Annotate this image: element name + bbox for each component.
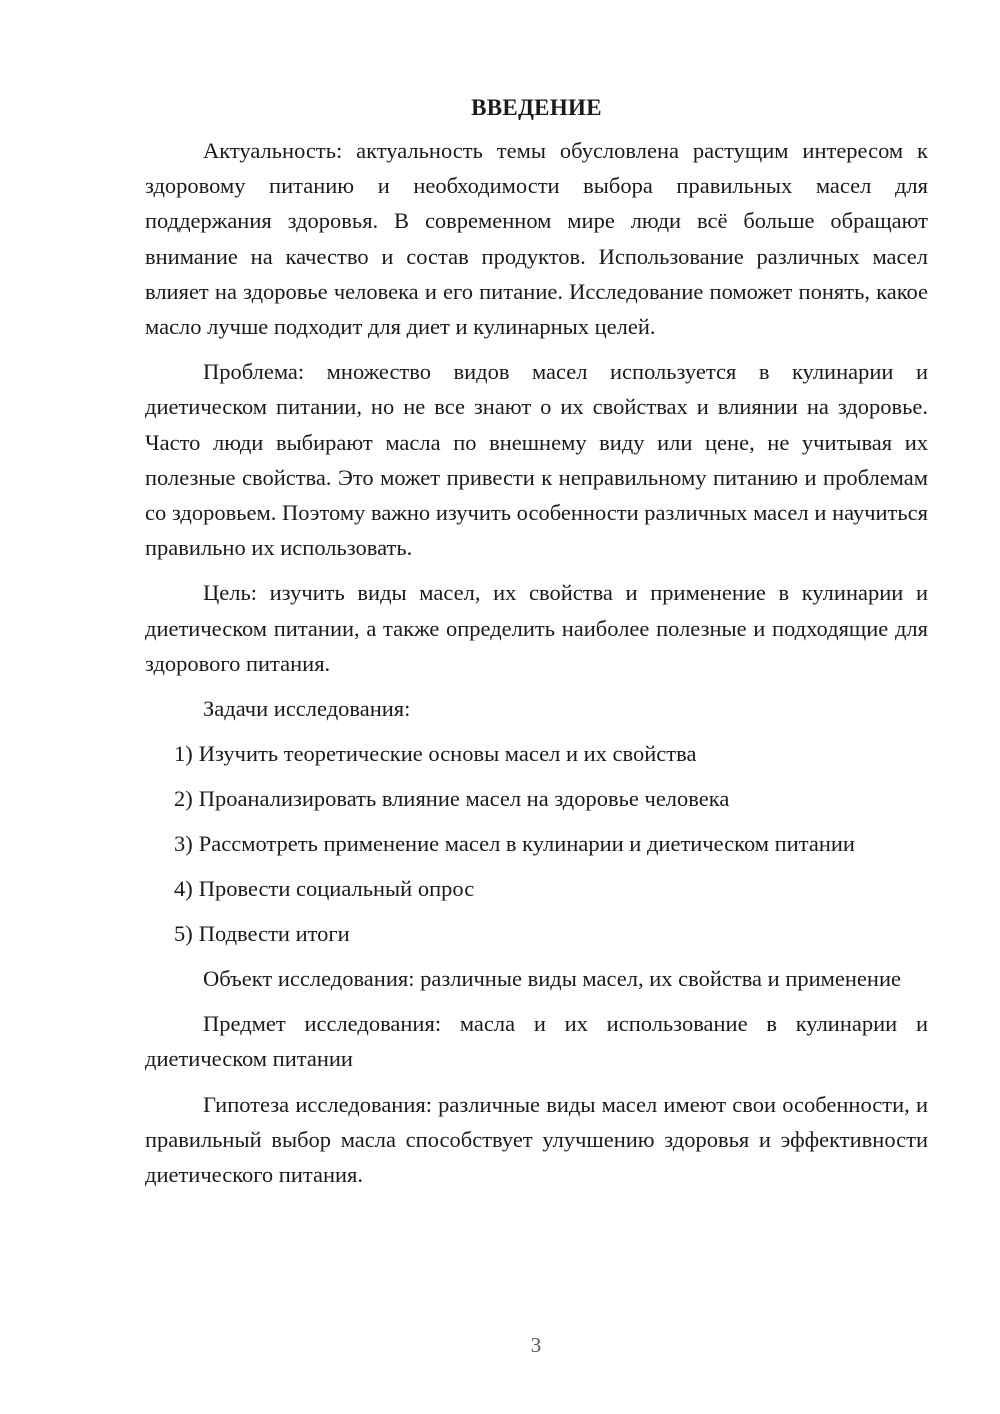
paragraph-relevance: Актуальность: актуальность темы обусловлена растущим интересом к здоровому питанию и необходимости выбора правильных масел для поддержания здоровья. В современном мире люди всё больше обращают внимание на качество и состав продуктов. Использование различных масел влияет на здоровье человека и его питание. Исследование поможет понять, какое масло лучше подходит для диет и кулинарных целей. — [145, 138, 928, 340]
paragraph-hypothesis: Гипотеза исследования: различные виды масел имеют свои особенности, и правильный выбор масла способствует улучшению здоровья и эффективности диетического питания. — [145, 1091, 928, 1188]
paragraph-goal: Цель: изучить виды масел, их свойства и применение в кулинарии и диетическом питании, а также определить наиболее полезные и подходящие для здорового питания. — [145, 580, 928, 676]
task-item — [145, 916, 928, 951]
tasks-heading: Задачи исследования: — [203, 696, 411, 722]
task-text: Рассмотреть применение масел в кулинарии и диетическом питании — [198, 831, 855, 857]
task-number: 3) — [174, 831, 193, 857]
task-number: 5) — [174, 921, 193, 947]
page-title: ВВЕДЕНИЕ — [471, 95, 602, 120]
task-number: 2) — [174, 786, 193, 812]
task-item — [145, 871, 928, 906]
document-page — [145, 90, 928, 1202]
task-text: Изучить теоретические основы масел и их свойства — [198, 741, 697, 767]
paragraph-subject: Предмет исследования: масла и их использование в кулинарии и диетическом питании — [145, 1011, 928, 1072]
paragraph-problem: Проблема: множество видов масел используется в кулинарии и диетическом питании, но не все знают о их свойствах и влиянии на здоровье. Часто люди выбирают масла по внешнему виду или цене, не учитывая их полезные свойства. Это может привести к неправильному питанию и проблемам со здоровьем. Поэтому важно изучить особенности различных масел и научиться правильно их использовать. — [145, 359, 928, 561]
task-item — [145, 826, 928, 861]
task-text: Проанализировать влияние масел на здоровье человека — [198, 786, 730, 812]
task-text: Подвести итоги — [198, 921, 350, 947]
task-item — [145, 781, 928, 816]
task-item — [145, 736, 928, 771]
task-text: Провести социальный опрос — [198, 876, 475, 902]
task-number: 1) — [174, 741, 193, 767]
page-number: 3 — [530, 1333, 542, 1357]
paragraph-object: Объект исследования: различные виды масел, их свойства и применение — [203, 966, 901, 992]
task-number: 4) — [174, 876, 193, 902]
